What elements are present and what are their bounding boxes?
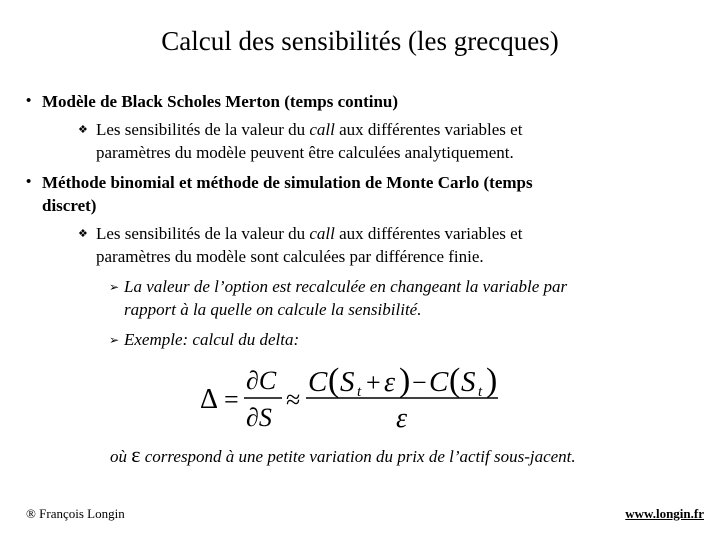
delta-formula	[200, 364, 500, 434]
svg-text:−: −	[412, 368, 427, 397]
diamond-bullet-icon: ❖	[78, 124, 88, 136]
bullet-2-line2: discret)	[42, 196, 97, 215]
svg-text:t: t	[357, 384, 362, 400]
bullet-2-sub-text-a: Les sensibilités de la valeur du	[96, 224, 310, 243]
bullet-dot-icon: •	[26, 93, 32, 109]
bullet-2-sub-call: call	[309, 224, 335, 243]
svg-text:S: S	[461, 366, 476, 398]
note-pre: où	[110, 447, 132, 466]
formula-delta: Δ	[200, 384, 219, 415]
svg-text:): )	[399, 364, 411, 399]
bullet-dot-icon: •	[26, 174, 32, 190]
bullet-2-subsub-2	[109, 328, 300, 351]
svg-text:(: (	[449, 364, 461, 399]
note-epsilon: ε	[131, 442, 141, 467]
svg-text:ε: ε	[384, 367, 396, 398]
svg-text:): )	[486, 364, 498, 399]
bullet-1-text: Modèle de Black Scholes Merton (temps continu)	[42, 92, 399, 111]
formula-numerator	[308, 364, 497, 400]
note-post: correspond à une petite variation du prix de l’actif sous-jacent.	[140, 447, 576, 466]
svg-text:S: S	[340, 366, 355, 398]
svg-text:(: (	[328, 364, 340, 399]
bullet-2-subsub-1-text: La valeur de l’option est recalculée en changeant la variable par	[124, 277, 568, 296]
bullet-1-sub	[78, 118, 523, 141]
formula-partial-c: ∂C	[246, 366, 277, 395]
registered-icon: ®	[26, 506, 36, 521]
arrow-bullet-icon: ➢	[109, 333, 120, 347]
epsilon-note	[110, 442, 576, 468]
svg-text:C: C	[429, 366, 449, 398]
slide-title: Calcul des sensibilités (les grecques)	[161, 26, 559, 56]
bullet-1	[26, 90, 399, 113]
bullet-2-sub	[78, 222, 523, 245]
diamond-bullet-icon: ❖	[78, 228, 88, 240]
bullet-2-sub-line2: paramètres du modèle sont calculées par différence finie.	[96, 247, 484, 266]
svg-text:t: t	[478, 384, 483, 400]
website-link[interactable]: www.longin.fr	[625, 506, 704, 521]
svg-text:C: C	[308, 366, 328, 398]
bullet-2-subsub-2-text: Exemple: calcul du delta:	[124, 330, 300, 349]
formula-partial-s: ∂S	[246, 403, 272, 432]
bullet-2-sub-text-b: aux différentes variables et	[334, 224, 523, 243]
bullet-1-sub-call: call	[309, 120, 335, 139]
formula-denominator: ε	[396, 403, 408, 434]
svg-text:+: +	[366, 368, 381, 397]
bullet-2-text: Méthode binomial et méthode de simulation de Monte Carlo (temps	[42, 173, 533, 192]
formula-approx: ≈	[286, 385, 301, 414]
bullet-2	[26, 171, 533, 194]
bullet-2-subsub-1-line2: rapport à la quelle on calcule la sensibilité.	[124, 300, 422, 319]
bullet-1-sub-line2: paramètres du modèle peuvent être calculées analytiquement.	[96, 143, 514, 162]
bullet-1-sub-text-a: Les sensibilités de la valeur du	[96, 120, 310, 139]
bullet-2-subsub-1	[109, 275, 568, 298]
bullet-1-sub-text-b: aux différentes variables et	[334, 120, 523, 139]
formula-equals: =	[224, 385, 239, 414]
footer-author	[26, 506, 125, 522]
arrow-bullet-icon: ➢	[109, 280, 120, 294]
author-name: François Longin	[39, 506, 125, 521]
